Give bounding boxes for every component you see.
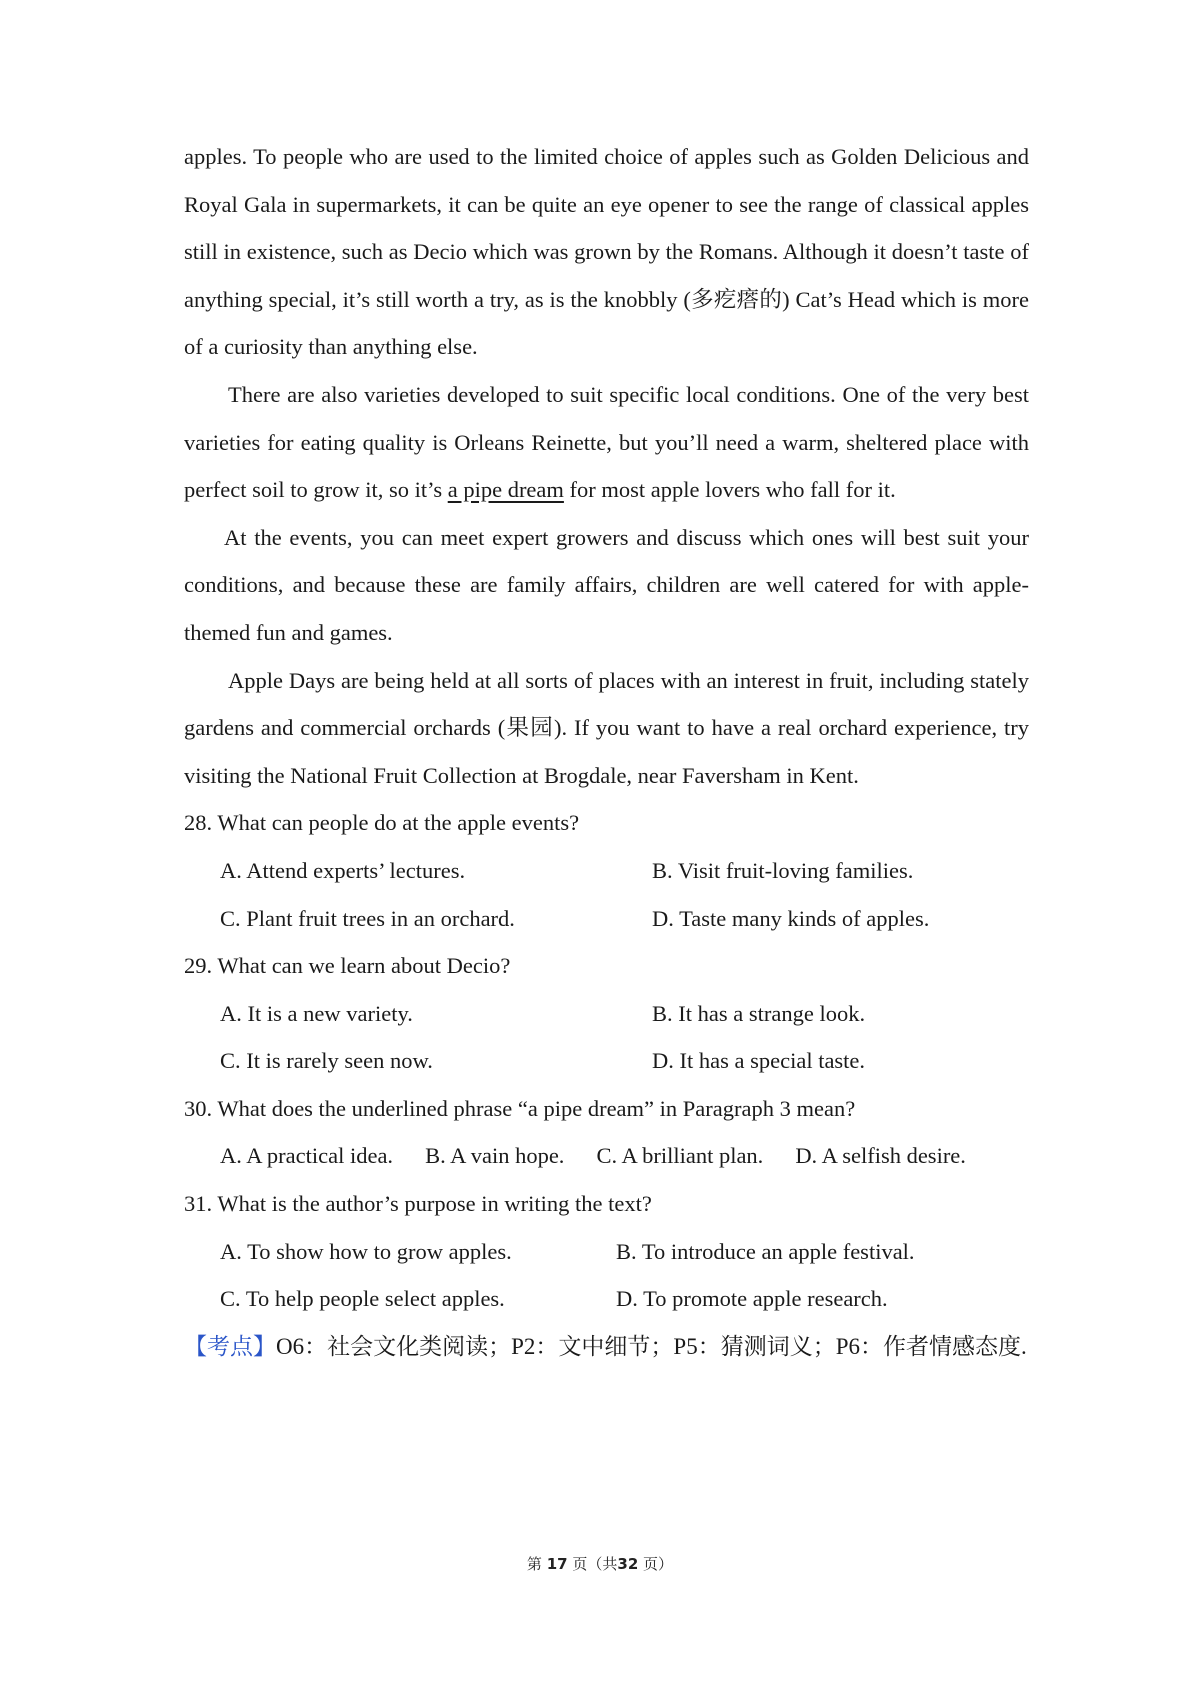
passage-paragraph-1: apples. To people who are used to the limited choice of apples such as Golden Delicious and Royal Gala in supermarkets, it can be quite an eye opener to see the range of classical apples still in existence, such as Decio which was grown by the Romans. Although it doesn’t taste of anything special, it’s still worth a try, as is the knobbly (多疙瘩的) Cat’s Head which is more of a curiosity than anything else. [184,144,1029,360]
kaodian-note [184,1323,1029,1371]
question-30-options-row [184,1132,1029,1180]
question-30-option-a: A. A practical idea. [220,1143,394,1169]
footer-suffix: 页） [643,1555,674,1573]
question-29-options-row-2 [184,1037,1029,1085]
question-29-options-row-1 [184,990,1029,1038]
question-28-option-a: A. Attend experts’ lectures. [220,857,466,883]
passage-paragraph-2 [184,371,1029,514]
question-31-option-a: A. To show how to grow apples. [220,1238,512,1264]
passage-paragraph-4: Apple Days are being held at all sorts of places with an interest in fruit, including stately gardens and commercial orchards (果园). If you want to have a real orchard experience, try visiting the National Fruit Collection at Brogdale, near Faversham in Kent. [184,667,1029,788]
question-31-options-row-1 [184,1228,1029,1276]
question-28-option-b: B. Visit fruit-loving families. [652,857,914,883]
paragraph-2-text-after: for most apple lovers who fall for it. [563,477,896,503]
question-30-option-b: B. A vain hope. [425,1143,565,1169]
page-footer [0,1553,1200,1574]
underlined-phrase: a pipe dream [447,477,564,503]
footer-prefix: 第 [526,1555,542,1573]
question-29-stem: 29. What can we learn about Decio? [184,953,511,979]
question-30-stem: 30. What does the underlined phrase “a pipe dream” in Paragraph 3 mean? [184,1095,856,1121]
paragraph-2-text-before: There are also varieties developed to suit specific local conditions. One of the very best varieties for eating quality is Orleans Reinette, but you’ll need a warm, sheltered place with perfect soil to grow it, so it’s [184,381,1029,503]
kaodian-tag: 【考点】 [184,1333,276,1359]
question-28-options-row-2 [184,895,1029,943]
question-30-option-c: C. A brilliant plan. [596,1143,764,1169]
question-29-option-d: D. It has a special taste. [652,1048,866,1074]
footer-total-pages: 32 [617,1555,639,1573]
question-28-options-row-1 [184,847,1029,895]
passage-and-questions [184,133,1029,1370]
question-30-option-d: D. A selfish desire. [795,1143,966,1169]
question-31-option-b: B. To introduce an apple festival. [616,1238,915,1264]
question-31-option-c: C. To help people select apples. [220,1286,505,1312]
footer-page-number: 17 [546,1555,568,1573]
question-28-option-c: C. Plant fruit trees in an orchard. [220,905,515,931]
question-31-stem: 31. What is the author’s purpose in writing the text? [184,1191,652,1217]
question-28-option-d: D. Taste many kinds of apples. [652,905,930,931]
question-29-option-c: C. It is rarely seen now. [220,1048,433,1074]
question-28-stem: 28. What can people do at the apple events? [184,810,580,836]
footer-middle: 页（共 [572,1555,618,1573]
question-29-option-a: A. It is a new variety. [220,1000,413,1026]
question-31-options-row-2 [184,1275,1029,1323]
passage-paragraph-3: At the events, you can meet expert growers and discuss which ones will best suit your conditions, and because these are family affairs, children are well catered for with apple-themed fun and games. [184,524,1029,645]
question-31-option-d: D. To promote apple research. [616,1286,888,1312]
question-29-option-b: B. It has a strange look. [652,1000,866,1026]
kaodian-text: O6：社会文化类阅读；P2：文中细节；P5：猜测词义；P6：作者情感态度. [276,1333,1027,1359]
